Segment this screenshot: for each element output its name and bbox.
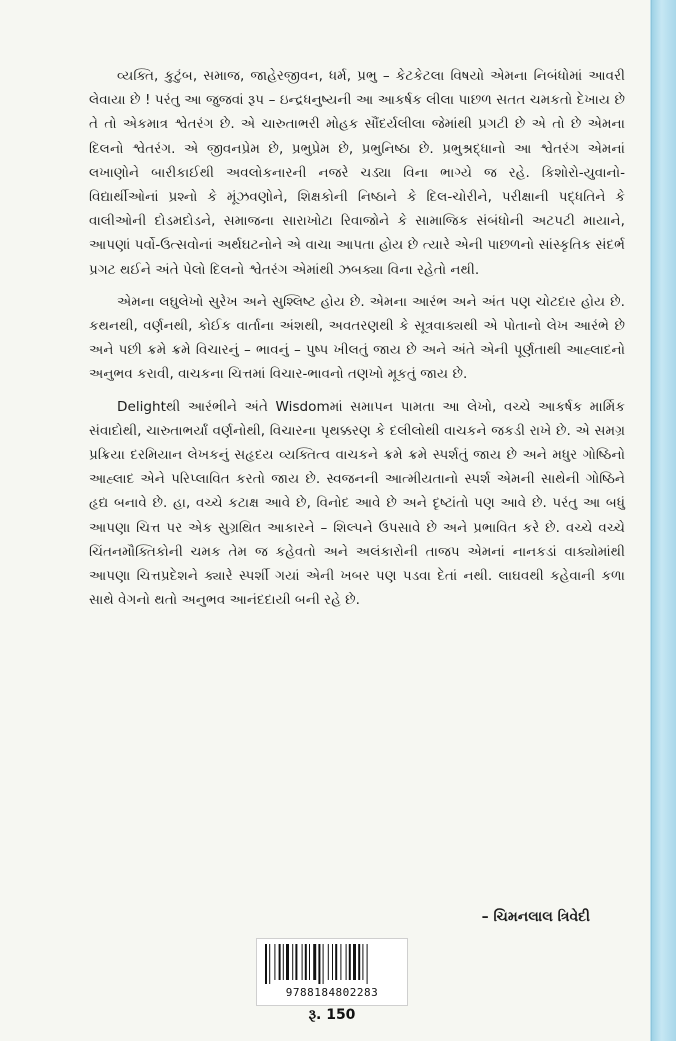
blurb-text bbox=[89, 64, 625, 620]
spine-edge bbox=[651, 0, 676, 1041]
paragraph-3: Delightથી આરંભીને અંતે Wisdomમાં સમાપન પામતા આ લેખો, વચ્ચે આકર્ષક માર્મિક સંવાદોથી, ચારુતાભર્યાં વર્ણનોથી, વિચારના પૃથક્કરણ કે દલીલોથી વાચકને જકડી રાખે છે. એ સમગ્ર પ્રક્રિયા દરમિયાન લેખકનું સહૃદય વ્યક્તિત્વ વાચકને ક્રમે ક્રમે સ્પર્શતું જાય છે અને મધુર ગોષ્ઠિનો આહ્લાદ એને પરિપ્લાવિત કરતો જાય છે. સ્વજનની આત્મીયતાનો સ્પર્શ એમની સાથેની ગોષ્ઠિને હૃદ્ય બનાવે છે. હા, વચ્ચે કટાક્ષ આવે છે, વિનોદ આવે છે અને દૃષ્ટાંતો પણ આવે છે. પરંતુ આ બધું આપણા ચિત્ત પર એક સુગ્રથિત આકારને – શિલ્પને ઉપસાવે છે અને પ્રભાવિત કરે છે. વચ્ચે વચ્ચે ચિંતનમૌક્તિકોની ચમક તેમ જ કહેવતો અને અલંકારોની તાજપ એમનાં નાનકડાં વાક્યોમાંથી આપણા ચિત્તપ્રદેશને ક્યારે સ્પર્શી ગયાં એની ખબર પણ પડવા દેતાં નથી. લાઘવથી કહેવાની કળા સાથે વેગનો થતો અનુભવ આનંદદાયી બની રહે છે. bbox=[89, 398, 625, 609]
barcode-bars bbox=[265, 944, 399, 984]
isbn-number: 9788184802283 bbox=[285, 986, 379, 999]
price-label: રૂ. 150 bbox=[308, 1007, 356, 1023]
author-signature: – ચિમનલાલ ત્રિવેદી bbox=[481, 909, 590, 925]
isbn-barcode bbox=[256, 938, 408, 1006]
paragraph-1: વ્યક્તિ, કુટુંબ, સમાજ, જાહેરજીવન, ધર્મ, પ્રભુ – કેટકેટલા વિષયો એમના નિબંધોમાં આવરી લેવાયા છે ! પરંતુ આ જુજવાં રૂપ – ઇન્દ્રધનુષ્યની આ આકર્ષક લીલા પાછળ સતત ચમકતો દેખાય છે તે તો એકમાત્ર શ્વેતરંગ છે. એ ચારુતાભરી મોહક સૌંદર્યલીલા જેમાંથી પ્રગટી છે એ તો છે એમના દિલનો શ્વેતરંગ. એ જીવનપ્રેમ છે, પ્રભુપ્રેમ છે, પ્રભુનિષ્ઠા છે. પ્રભુશ્રદ્ધાનો આ શ્વેતરંગ એમનાં લખાણોને બારીકાઈથી અવલોકનારની નજરે ચડ્યા વિના ભાગ્યે જ રહે. કિશોરો-યુવાનો-વિદ્યાર્થીઓનાં પ્રશ્નો કે મૂંઝવણોને, શિક્ષકોની નિષ્ઠાને કે દિલ-ચોરીને, પરીક્ષાની પદ્ધતિને કે વાલીઓની દોડમદોડને, સમાજના સારાખોટા રિવાજોને કે સામાજિક સંબંધોની અટપટી માયાને, આપણાં પર્વો-ઉત્સવોનાં અર્થઘટનોને એ વાચા આપતા હોય છે ત્યારે એની પાછળનો સાંસ્કૃતિક સંદર્ભ પ્રગટ થઈને અંતે પેલો દિલનો શ્વેતરંગ એમાંથી ઝબક્યા વિના રહેતો નથી. bbox=[89, 68, 625, 278]
paragraph-2: એમના લઘુલેખો સુરેખ અને સુશ્લિષ્ટ હોય છે. એમના આરંભ અને અંત પણ ચોટદાર હોય છે. કથનથી, વર્ણનથી, કોઈક વાર્તાના અંશથી, અવતરણથી કે સૂત્રવાક્યથી એ પોતાનો લેખ આરંભે છે અને પછી ક્રમે ક્રમે વિચારનું – ભાવનું – પુષ્પ ખીલતું જાય છે અને અંતે એની પૂર્ણતાથી આહ્લાદનો અનુભવ કરાવી, વાચકના ચિત્તમાં વિચાર-ભાવનો તણખો મૂકતું જાય છે. bbox=[89, 293, 625, 383]
